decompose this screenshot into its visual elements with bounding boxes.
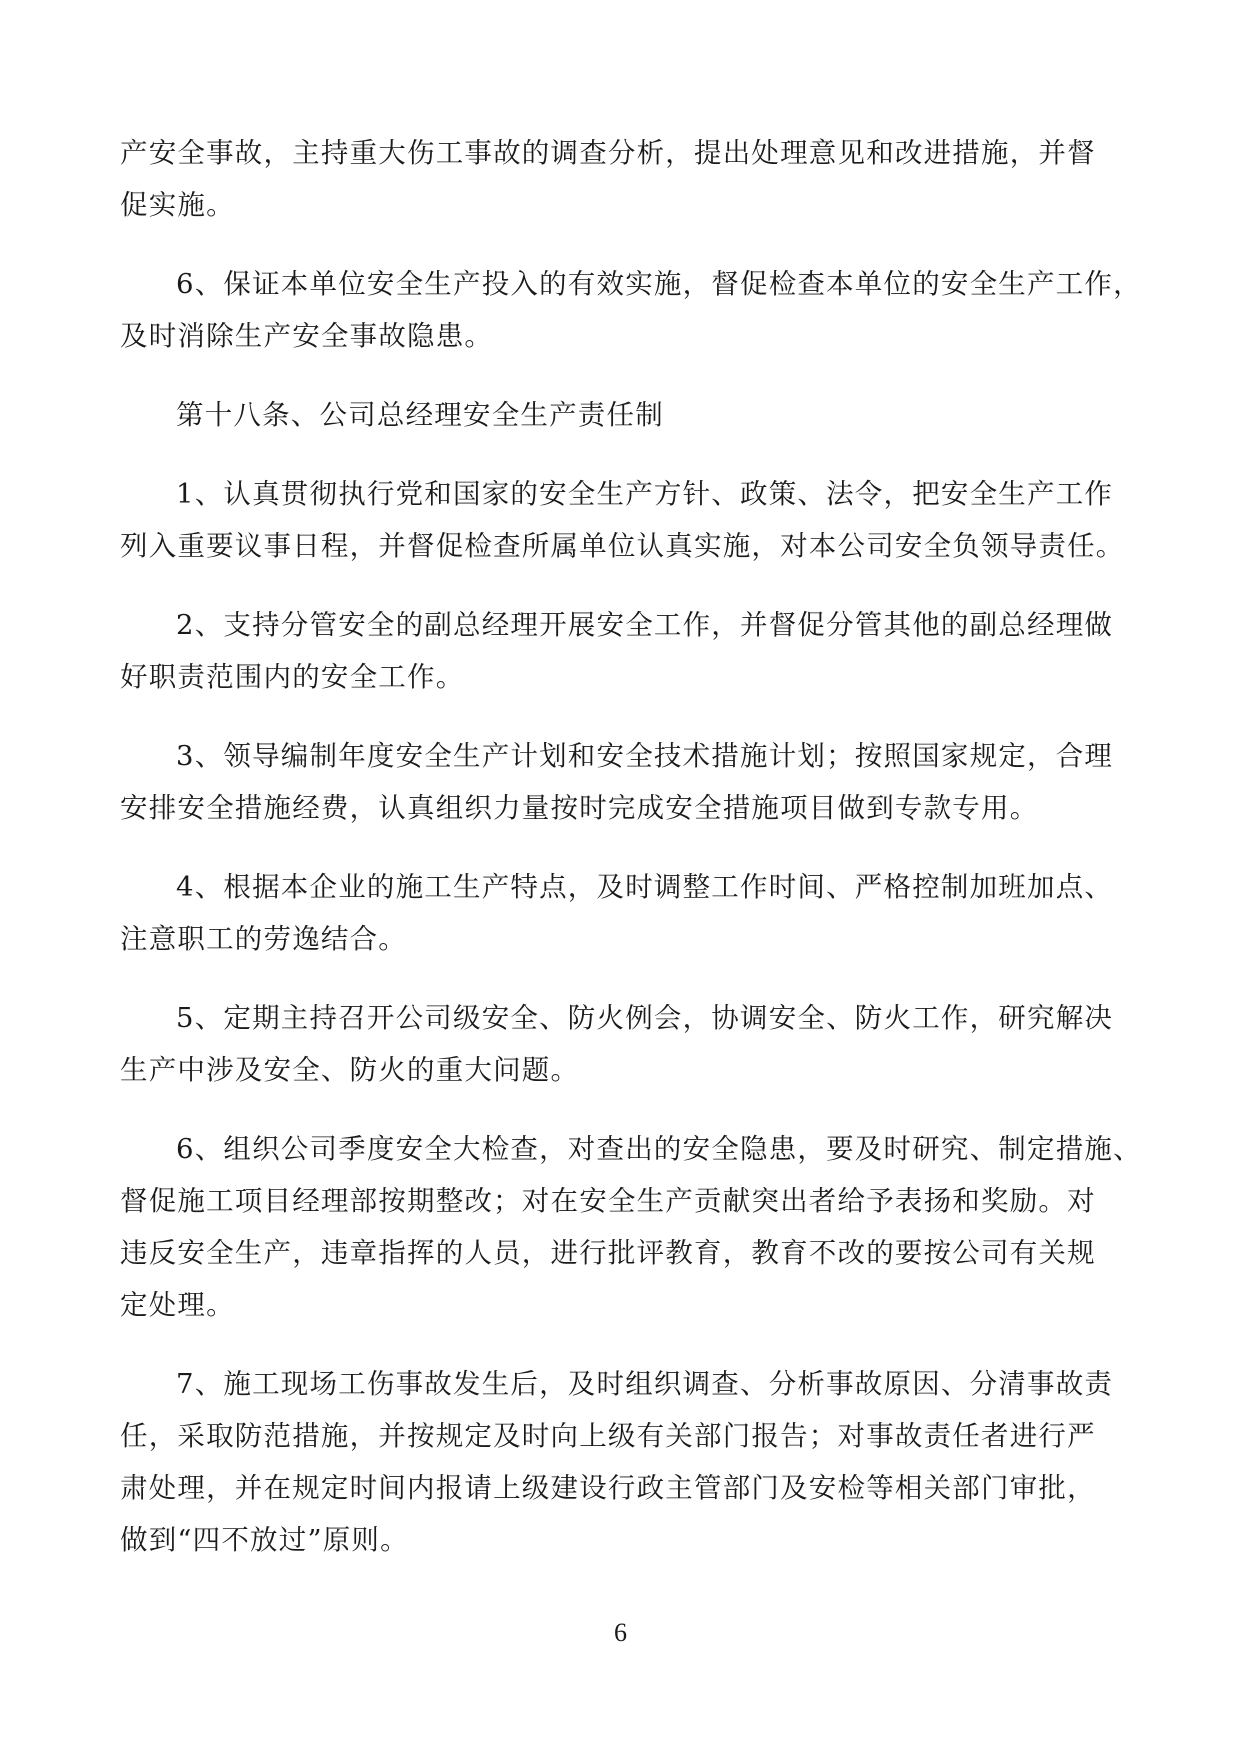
paragraph	[120, 468, 1125, 572]
paragraph	[120, 258, 1142, 362]
text-line: 6、保证本单位安全生产投入的有效实施，督促检查本单位的安全生产工作，	[176, 268, 1142, 300]
text-line: 督促施工项目经理部按期整改；对在安全生产贡献突出者给予表扬和奖励。对	[120, 1185, 1096, 1217]
text-line: 定处理。	[120, 1289, 235, 1321]
text-line: 注意职工的劳逸结合。	[120, 923, 407, 955]
text-line: 5、定期主持召开公司级安全、防火例会，协调安全、防火工作，研究解决	[176, 1002, 1114, 1034]
text-line: 违反安全生产，违章指挥的人员，进行批评教育，教育不改的要按公司有关规	[120, 1237, 1096, 1269]
paragraph	[120, 992, 1120, 1096]
paragraph	[120, 1123, 1142, 1331]
section-heading	[120, 389, 1120, 441]
text-line: 安排安全措施经费，认真组织力量按时完成安全措施项目做到专款专用。	[120, 792, 1039, 824]
text-line: 及时消除生产安全事故隐患。	[120, 320, 494, 352]
paragraph	[120, 599, 1120, 703]
text-line: 好职责范围内的安全工作。	[120, 661, 465, 693]
text-line: 做到“四不放过”原则。	[120, 1524, 409, 1556]
text-line: 第十八条、公司总经理安全生产责任制	[176, 399, 664, 431]
text-line: 列入重要议事日程，并督促检查所属单位认真实施，对本公司安全负领导责任。	[120, 530, 1125, 562]
text-line: 1、认真贯彻执行党和国家的安全生产方针、政策、法令，把安全生产工作	[176, 478, 1114, 510]
paragraph	[120, 1358, 1120, 1566]
text-line: 任，采取防范措施，并按规定及时向上级有关部门报告；对事故责任者进行严	[120, 1420, 1096, 1452]
paragraph	[120, 127, 1120, 231]
text-line: 促实施。	[120, 189, 235, 221]
text-line: 生产中涉及安全、防火的重大问题。	[120, 1054, 580, 1086]
text-line: 7、施工现场工伤事故发生后，及时组织调查、分析事故原因、分清事故责	[176, 1368, 1114, 1400]
text-line: 2、支持分管安全的副总经理开展安全工作，并督促分管其他的副总经理做	[176, 609, 1114, 641]
paragraph	[120, 730, 1120, 834]
page-number: 6	[614, 1618, 627, 1647]
text-line: 产安全事故，主持重大伤工事故的调查分析，提出处理意见和改进措施，并督	[120, 137, 1096, 169]
document-body	[120, 127, 1142, 1566]
text-line: 肃处理，并在规定时间内报请上级建设行政主管部门及安检等相关部门审批，	[120, 1472, 1096, 1504]
text-line: 3、领导编制年度安全生产计划和安全技术措施计划；按照国家规定，合理	[176, 740, 1114, 772]
text-line: 6、组织公司季度安全大检查，对查出的安全隐患，要及时研究、制定措施、	[176, 1133, 1142, 1165]
paragraph	[120, 861, 1120, 965]
text-line: 4、根据本企业的施工生产特点，及时调整工作时间、严格控制加班加点、	[176, 871, 1114, 903]
